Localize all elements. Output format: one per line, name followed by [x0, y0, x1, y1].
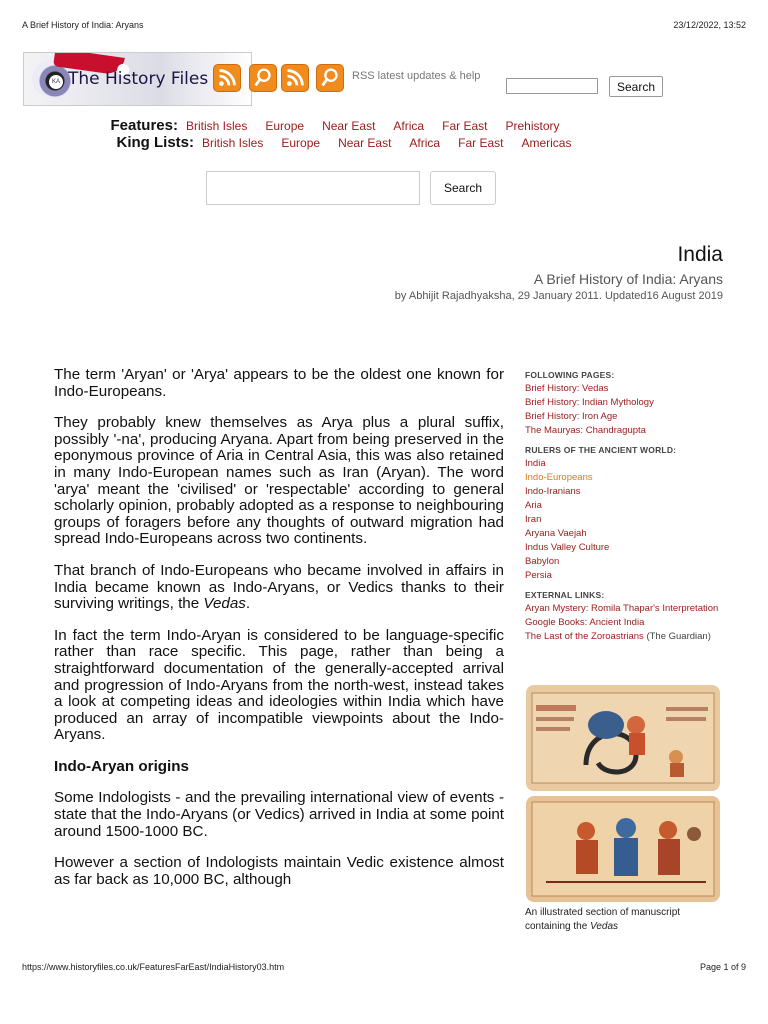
page-byline: by Abhijit Rajadhyaksha, 29 January 2011. Updated16 August 2019: [394, 290, 723, 302]
kinglists-label: King Lists:: [116, 134, 194, 151]
article-paragraph: In fact the term Indo-Aryan is considered to be language-specific rather than race specific. This page, rather than being a straightforward documentation of the generally-accepted arrival and progression of Indo-Aryans from the north-west, instead takes a look at competing ideas and ideologies within India which have produced an array of incompatible viewpoints about the Indo-Aryans.: [54, 626, 504, 744]
external-link-item: [525, 630, 725, 644]
features-nav: [70, 117, 578, 134]
sidebar-link[interactable]: The Mauryas: Chandragupta: [525, 425, 646, 436]
nav-features-africa[interactable]: Africa: [393, 119, 425, 133]
nav-kinglists-americas[interactable]: Americas: [521, 136, 572, 150]
logo-text: The History Files: [68, 69, 209, 89]
sidebar-link[interactable]: Iran: [525, 514, 542, 525]
link-suffix: (The Guardian): [643, 631, 711, 642]
sidebar-link[interactable]: Persia: [525, 570, 552, 581]
sidebar-link[interactable]: Brief History: Indian Mythology: [525, 397, 654, 408]
sidebar-link[interactable]: India: [525, 458, 546, 469]
nav-kinglists-british-isles[interactable]: British Isles: [202, 136, 264, 150]
nav-kinglists-africa[interactable]: Africa: [409, 136, 441, 150]
kinglists-nav: [86, 134, 589, 151]
print-page-number: Page 1 of 9: [699, 962, 746, 972]
caption-emphasis: Vedas: [590, 921, 619, 932]
article-paragraph: However a section of Indologists maintain Vedic existence almost as far back as 10,000 BC, although: [54, 854, 504, 888]
print-datetime: 23/12/2022, 13:52: [673, 20, 746, 30]
rulers-heading: RULERS OF THE ANCIENT WORLD:: [525, 445, 677, 455]
rss-help-link[interactable]: RSS latest updates & help: [352, 70, 481, 82]
nav-features-british-isles[interactable]: British Isles: [186, 119, 248, 133]
sidebar-link[interactable]: Aryana Vaejah: [525, 528, 587, 539]
sidebar-link[interactable]: Brief History: Iron Age: [525, 411, 618, 422]
sidebar-link[interactable]: Aria: [525, 500, 542, 511]
image-caption: [525, 906, 725, 934]
nav-kinglists-europe[interactable]: Europe: [281, 136, 321, 150]
sidebar-link-current[interactable]: Indo-Europeans: [525, 472, 593, 483]
vedas-emphasis: Vedas: [203, 595, 246, 613]
header-search-button[interactable]: Search: [609, 76, 663, 97]
paragraph-text: .: [245, 595, 251, 613]
article-paragraph: [54, 563, 504, 613]
sidebar-link[interactable]: Indo-Iranians: [525, 486, 581, 497]
page-subtitle: A Brief History of India: Aryans: [533, 271, 723, 287]
nav-kinglists-near-east[interactable]: Near East: [338, 136, 392, 150]
sidebar-link[interactable]: Aryan Mystery: Romila Thapar's Interpretation: [525, 603, 719, 614]
nav-features-prehistory[interactable]: Prehistory: [505, 119, 560, 133]
nav-kinglists-far-east[interactable]: Far East: [458, 136, 504, 150]
logo-badge: KA: [49, 75, 63, 89]
header-search-input[interactable]: [506, 78, 598, 94]
nav-features-near-east[interactable]: Near East: [322, 119, 376, 133]
sidebar-link[interactable]: Babylon: [525, 556, 560, 567]
nav-features-far-east[interactable]: Far East: [442, 119, 488, 133]
main-search-button[interactable]: Search: [430, 171, 496, 205]
section-heading: Indo-Aryan origins: [54, 757, 190, 775]
rss-icon[interactable]: [281, 64, 309, 92]
article-paragraph: They probably knew themselves as Arya plus a plural suffix, possibly '-na', producing Aryana. Apart from being preserved in the eponymous province of Aria in Central Asia, this was also retained in many Indo-European names such as Iran (Aryan). The word 'arya' meant the 'civilised' or 'respectable' according to general scholarly opinion, probably adopted as a response to neighbouring groups of foragers before any thoughts of outward migration had spread Indo-Europeans across two continents.: [54, 414, 504, 548]
paragraph-text: That branch of Indo-Europeans who became involved in affairs in India became known as Indo-Aryans, or Vedics thanks to their surviving writings, the: [54, 561, 504, 613]
manuscript-image-bottom: [526, 796, 720, 902]
nav-features-europe[interactable]: Europe: [265, 119, 305, 133]
page-title: India: [677, 243, 723, 266]
article-paragraph: Some Indologists - and the prevailing international view of events - state that the Indo-Aryans (or Vedics) arrived in India at some point around 1500-1000 BC.: [54, 789, 504, 840]
main-search-input[interactable]: [206, 171, 420, 205]
print-title: A Brief History of India: Aryans: [22, 20, 144, 30]
external-links-heading: EXTERNAL LINKS:: [525, 590, 605, 600]
rss-icon[interactable]: [213, 64, 241, 92]
sidebar-link[interactable]: Brief History: Vedas: [525, 383, 609, 394]
sidebar: [525, 368, 725, 644]
search-icon[interactable]: [316, 64, 344, 92]
sidebar-link[interactable]: Google Books: Ancient India: [525, 617, 645, 628]
print-header: [22, 20, 746, 30]
caption-text: An illustrated section of manuscript containing the: [525, 907, 681, 932]
print-url: https://www.historyfiles.co.uk/FeaturesFarEast/IndiaHistory03.htm: [22, 962, 285, 972]
manuscript-image-top: [526, 685, 720, 791]
search-icon[interactable]: [249, 64, 277, 92]
article-paragraph: The term 'Aryan' or 'Arya' appears to be the oldest one known for Indo-Europeans.: [54, 366, 504, 400]
article-body: [54, 367, 504, 903]
sidebar-link[interactable]: Indus Valley Culture: [525, 542, 610, 553]
features-label: Features:: [110, 117, 178, 134]
print-footer: [22, 962, 746, 972]
following-pages-heading: FOLLOWING PAGES:: [525, 370, 615, 380]
sidebar-link[interactable]: The Last of the Zoroastrians: [525, 631, 644, 642]
